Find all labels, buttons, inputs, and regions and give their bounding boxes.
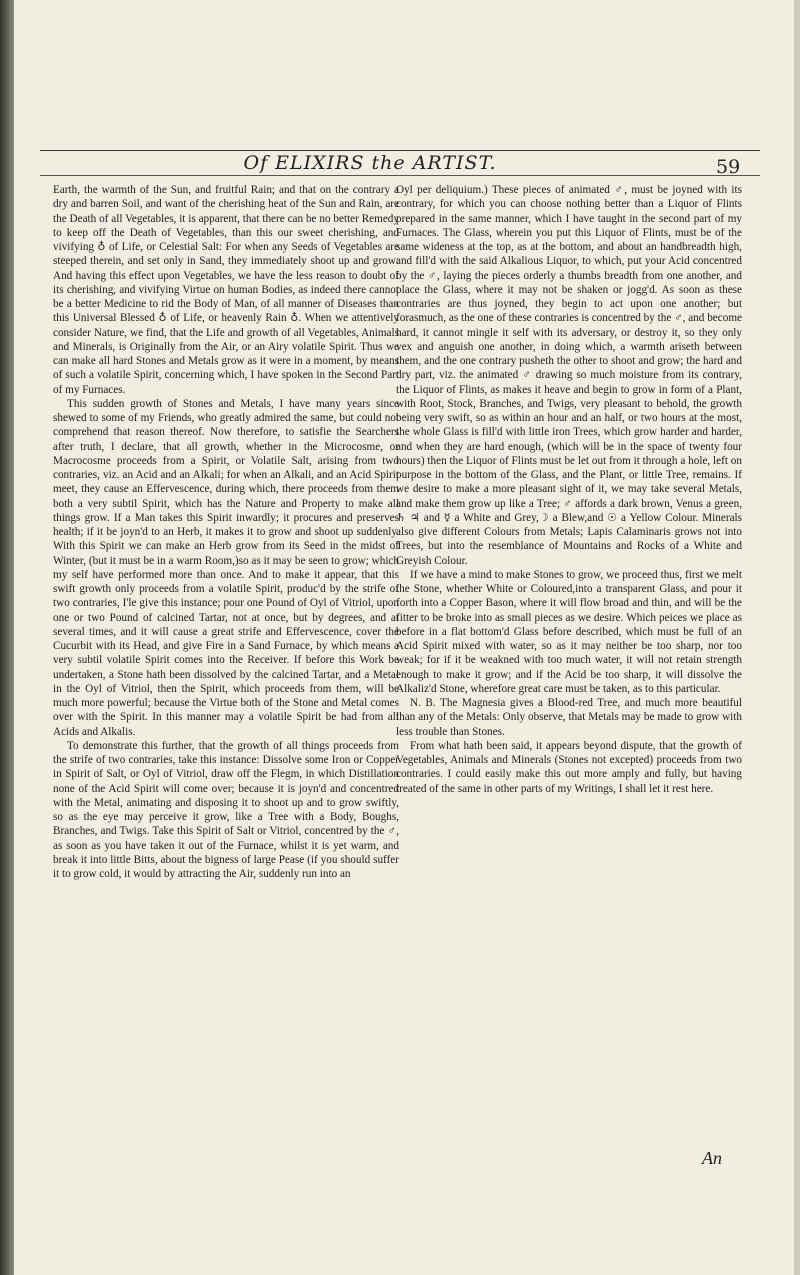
left-text-column <box>53 183 399 881</box>
running-head: Of ELIXIRS the ARTIST. <box>243 152 497 174</box>
catchword: An <box>702 1148 722 1168</box>
header-rule <box>40 150 760 151</box>
right-paragraph-1: Oyl per deliquium.) These pieces of animated ♂, must be joyned with its contrary, for which you can choose nothing better than a Liquor of Flints prepared in the same manner, which I have taught in the second part of my Furnaces. The Glass, wherein you put this Liquor of Flints, must be of the same wideness at the top, as at the bottom, and about an handbreadth high, and fill'd with the said Alkalious Liquor, to which, put your Acid concentred by the ♂, laying the pieces orderly a thumbs breadth from one another, and place the Glass, where it may not be shaken or jogg'd. As soon as these contraries are thus joyned, they begin to act upon one another; but forasmuch, as the one of these contraries is concentred by the ♂, and become hard, it cannot mingle it self with its adversary, or destroy it, so they only vex and anguish one another, in doing which, a warmth ariseth between them, and the one contrary pusheth the other to shoot and grow; the hard and dry part, viz. the animated ♂ drawing so much moisture from its contrary, the Liquor of Flints, as makes it heave and begin to grow in form of a Plant, with Root, Stock, Branches, and Twigs, very pleasant to behold, the growth being very swift, so as within an hour and an half, or two hours at the most, the whole Glass is fill'd with little iron Trees, which grow harder and harder, and when they are hard enough, (which will be in the space of twenty four hours) then the Liquor of Flints must be let out from it through a hole, left on purpose in the bottom of the Glass, and the Plant, or little Tree, remains. If we desire to make a more pleasant sight of it, we may take several Metals, and make them grow up like a Tree; ♂ affords a dark brown, Venus a green, ♄ ♃ and ☿ a White and Grey,☽ a Blew,and ☉ a Yellow Colour. Minerals also give different Colours from Metals; Lapis Calaminaris grows not into Trees, but into the resemblance of Mountains and Rocks of a White and Greyish Colour. <box>396 184 742 567</box>
page-edge <box>794 0 800 1275</box>
right-paragraph-4: From what hath been said, it appears beyond dispute, that the growth of Vegetables, Animals and Minerals (Stones not excepted) proceeds from two contraries. I could easily make this out more amply and fully, but having treated of the same in other parts of my Writings, I shall let it rest here. <box>396 739 742 795</box>
header-rule-lower <box>40 175 760 176</box>
right-paragraph-2: If we have a mind to make Stones to grow, we proceed thus, first we melt the Stone, whether White or Coloured,into a transparent Glass, and pour it forth into a Copper Bason, where it will flow broad and thin, and will be the fitter to be broke into as small pieces as we desire. Which peices we place as before in a flat bottom'd Glass before described, which must be full of an Acid Spirit mixed with water, so as it may neither be too sharp, nor too weak; for if it be weakned with too much water, it will not retain strength enough to make it grow; and if the Acid be too sharp, it will dissolve the Alkaliz'd Stone, wherefore great care must be taken, as to this particular. <box>396 568 742 695</box>
page-number: 59 <box>716 156 741 178</box>
right-text-column <box>396 183 742 796</box>
left-paragraph-1: Earth, the warmth of the Sun, and fruitful Rain; and that on the contrary a dry and barren Soil, and want of the cherishing heat of the Sun and Rain, are the Death of all Vegetables, it is apparent, that there can be no better Remedy to keep off the Death of Vegetables, than this our sweet cherishing, and vivifying ♁ of Life, or Celestial Salt: For when any Seeds of Vegetables are steeped therein, and set only in Sand, they immediately shoot up and grow: And having this effect upon Vegetables, we have the less reason to doubt of its cherishing, and vivifying Virtue on human Bodies, as indeed there cannot be a better Medicine to rid the Body of Man, of all manner of Diseases than this Universal Blessed ♁ of Life, or heavenly Rain ♁. When we attentively consider Nature, we find, that the Life and growth of all Vegetables, Animals and Minerals, is Originally from the Air, or an Airy volatile Spirit. Thus we can make all hard Stones and Metals grow as it were in a moment, by means of such a volatile Spirit, concerning which, I have spoken in the Second Part of my Furnaces. <box>53 184 399 396</box>
left-paragraph-2: This sudden growth of Stones and Metals, I have many years since shewed to some of my Friends, who greatly admired the same, but could not comprehend that reason thereof. Now therefore, to satisfie the Searchers after truth, I declare, that all growth, whether in the Microcosme, or Macrocosme proceeds from a Spirit, or Volatile Salt, arising from two contraries, viz. an Acid and an Alkali; for when an Alkali, and an Acid Spirit meet, they cause an Effervescence, during which, there proceeds from them both a very subtil Spirit, which has the Nature and Property to make all things grow. If a Man takes this Spirit inwardly; it procures and preserves health; if it be joyn'd to an Herb, it makes it to grow and shoot up suddenly. With this Spirit we can make an Herb grow from its Seed in the midst of Winter, (but it must be in a warm Room,)so as it may be seen to grow; which my self have performed more than once. And to make it appear, that this swift growth only proceeds from a volatile Spirit, produc'd by the strife of two contraries, I'le give this instance; pour one Pound of Oyl of Vitriol, upon one or two Pound of calcined Tartar, not at once, but by degrees, and at several times, and it will cause a great strife and Effervescence, cover the Cucurbit with its Head, and give Fire in a Sand Furnace, by which means a very subtil volatile Spirit comes into the Receiver. If before this Work be undertaken, a Stone hath been dissolved by the calcined Tartar, and a Metal in the Oyl of Vitriol, then the Spirit, which proceeds from them, will be much more powerful; because the Virtue both of the Stone and Metal comes over with the Spirit. In this manner may a volatile Spirit be had from all Acids and Alkalis. <box>53 397 399 738</box>
binding-shadow <box>0 0 14 1275</box>
left-paragraph-3: To demonstrate this further, that the growth of all things proceeds from the strife of two contraries, take this instance: Dissolve some Iron or Copper in Spirit of Salt, or Oyl of Vitriol, draw off the Flegm, in which Distillation none of the Acid Spirit will come over; because it is joyn'd and concentred with the Metal, animating and disposing it to shoot up and to grow swiftly, so as the eye may perceive it grow, like a Tree with a Body, Boughs, Branches, and Twigs. Take this Spirit of Salt or Vitriol, concentred by the ♂, as soon as you have taken it out of the Furnace, whilst it is yet warm, and break it into little Bitts, about the bigness of large Pease (if you should suffer it to grow cold, it would by attracting the Air, suddenly run into an <box>53 739 399 880</box>
right-paragraph-3: N. B. The Magnesia gives a Blood-red Tree, and much more beautiful than any of the Metals: Only observe, that Metals may be made to grow with less trouble than Stones. <box>396 697 742 738</box>
